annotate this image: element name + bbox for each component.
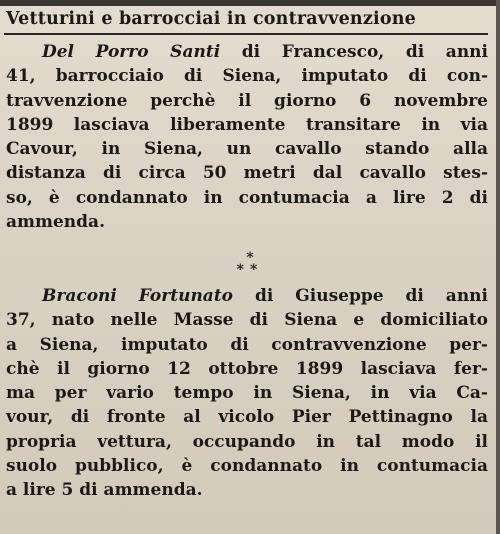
paragraph-line: vour, di fronte al vicolo Pier Pettinagno la (6, 407, 488, 428)
paragraph-line: propria vettura, occupando in tal modo il (6, 431, 488, 452)
paragraph-braconi (6, 284, 488, 503)
paragraph-line: Braconi Fortunato di Giuseppe di anni (42, 286, 488, 306)
paragraph-line: ma per vario tempo in Siena, in via Ca- (6, 383, 488, 404)
paragraph-line: 1899 lasciava liberamente transitare in via (6, 114, 488, 135)
section-separator: * ** (236, 250, 264, 278)
paragraph-line: distanza di circa 50 metri dal cavallo stes- (6, 163, 488, 184)
paragraph-line: 41, barrocciaio di Siena, imputato di con- (6, 66, 488, 87)
defendant-name: Del Porro Santi (42, 42, 221, 62)
top-border-rule (0, 0, 500, 6)
paragraph-line: so, è condannato in contumacia a lire 2 di (6, 187, 488, 208)
headline-underline (4, 33, 488, 35)
paragraph-line: ammenda. (6, 212, 105, 233)
paragraph-line: Del Porro Santi di Francesco, di anni (42, 42, 488, 62)
defendant-name: Braconi Fortunato (42, 286, 234, 306)
paragraph-line: Cavour, in Siena, un cavallo stando alla (6, 139, 488, 160)
paragraph-line: a lire 5 di ammenda. (6, 480, 203, 501)
paragraph-line: travvenzione perchè il giorno 6 novembre (6, 90, 488, 111)
right-border-rule (496, 0, 500, 534)
paragraph-line: suolo pubblico, è condannato in contumacia (6, 456, 488, 477)
paragraph-del-porro (6, 40, 488, 234)
paragraph-line: a Siena, imputato di contravvenzione per- (6, 334, 488, 355)
paragraph-line: 37, nato nelle Masse di Siena e domiciliato (6, 310, 488, 331)
paragraph-line: chè il giorno 12 ottobre 1899 lasciava fer- (6, 358, 488, 379)
article-headline: Vetturini e barrocciai in contravvenzione (6, 9, 416, 29)
